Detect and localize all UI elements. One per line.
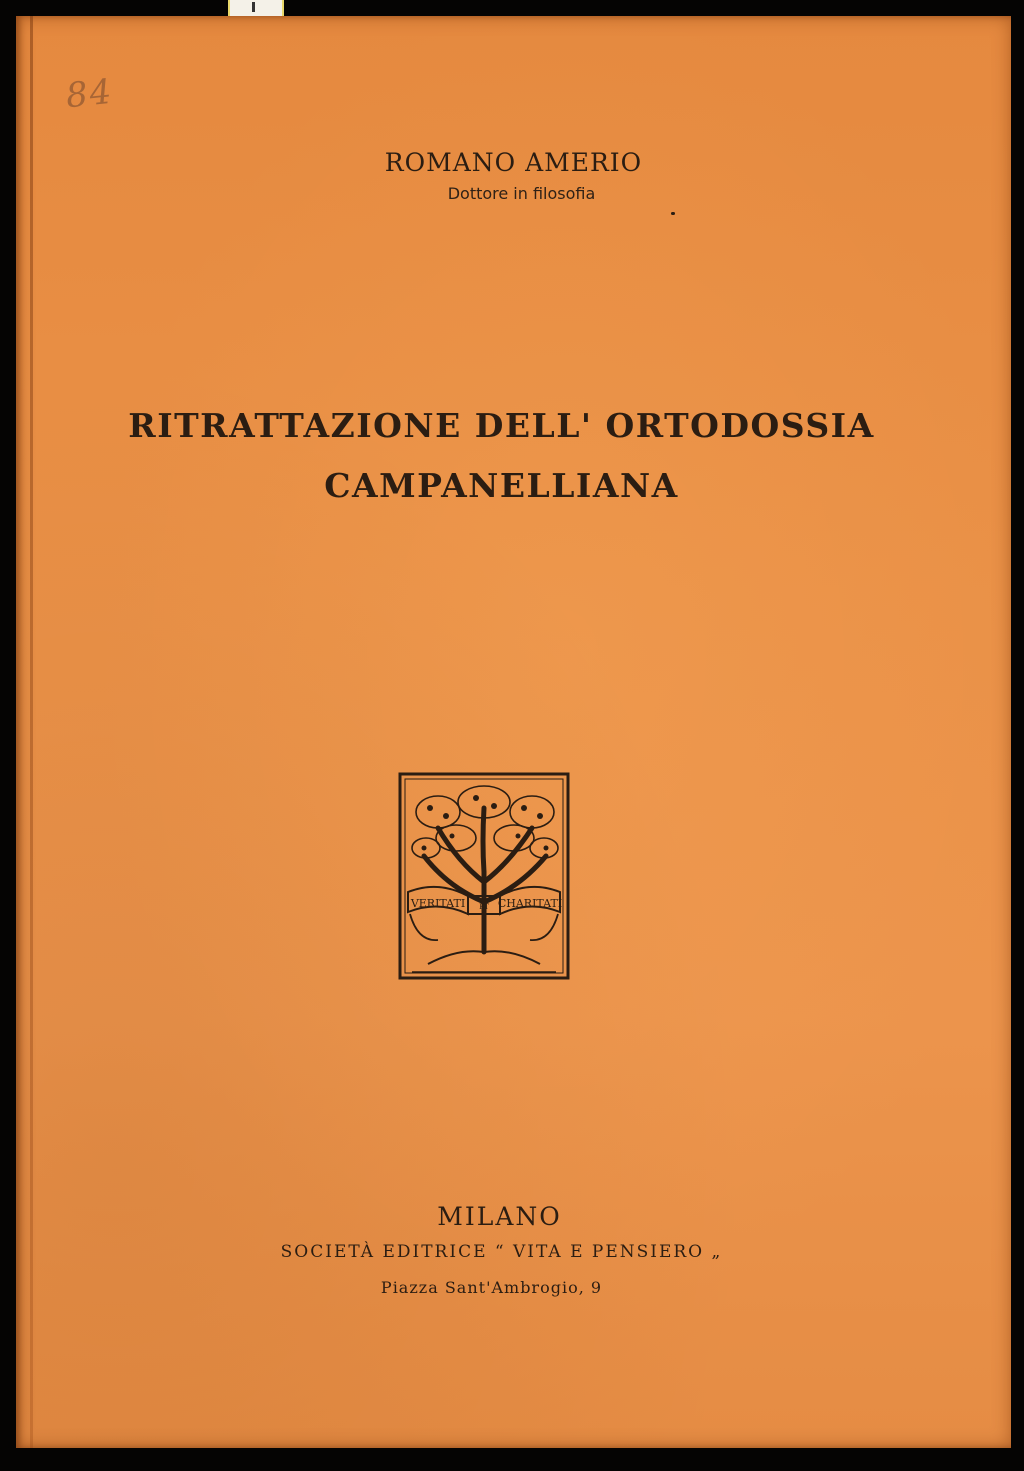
emblem-banner-middle: ET <box>479 903 489 911</box>
spine-edge <box>30 16 33 1448</box>
ink-speck <box>671 212 675 215</box>
pencil-note: 84 <box>64 71 116 117</box>
author-degree: Dottore in filosofia <box>447 184 596 203</box>
book-cover <box>16 16 1011 1448</box>
emblem-banner-left: VERITATI <box>410 897 466 910</box>
publisher-address: Piazza Sant'Ambrogio, 9 <box>380 1278 603 1297</box>
tree-emblem-icon <box>398 772 570 980</box>
author-name: ROMANO AMERIO <box>384 148 643 177</box>
emblem-banner-right: CHARITATI <box>497 897 563 910</box>
book-title-line2: CAMPANELLIANA <box>324 466 679 505</box>
publication-city: MILANO <box>437 1202 562 1231</box>
book-title-line1: RITRATTAZIONE DELL' ORTODOSSIA <box>128 406 875 445</box>
publisher-name: SOCIETÀ EDITRICE “ VITA E PENSIERO „ <box>280 1242 723 1262</box>
